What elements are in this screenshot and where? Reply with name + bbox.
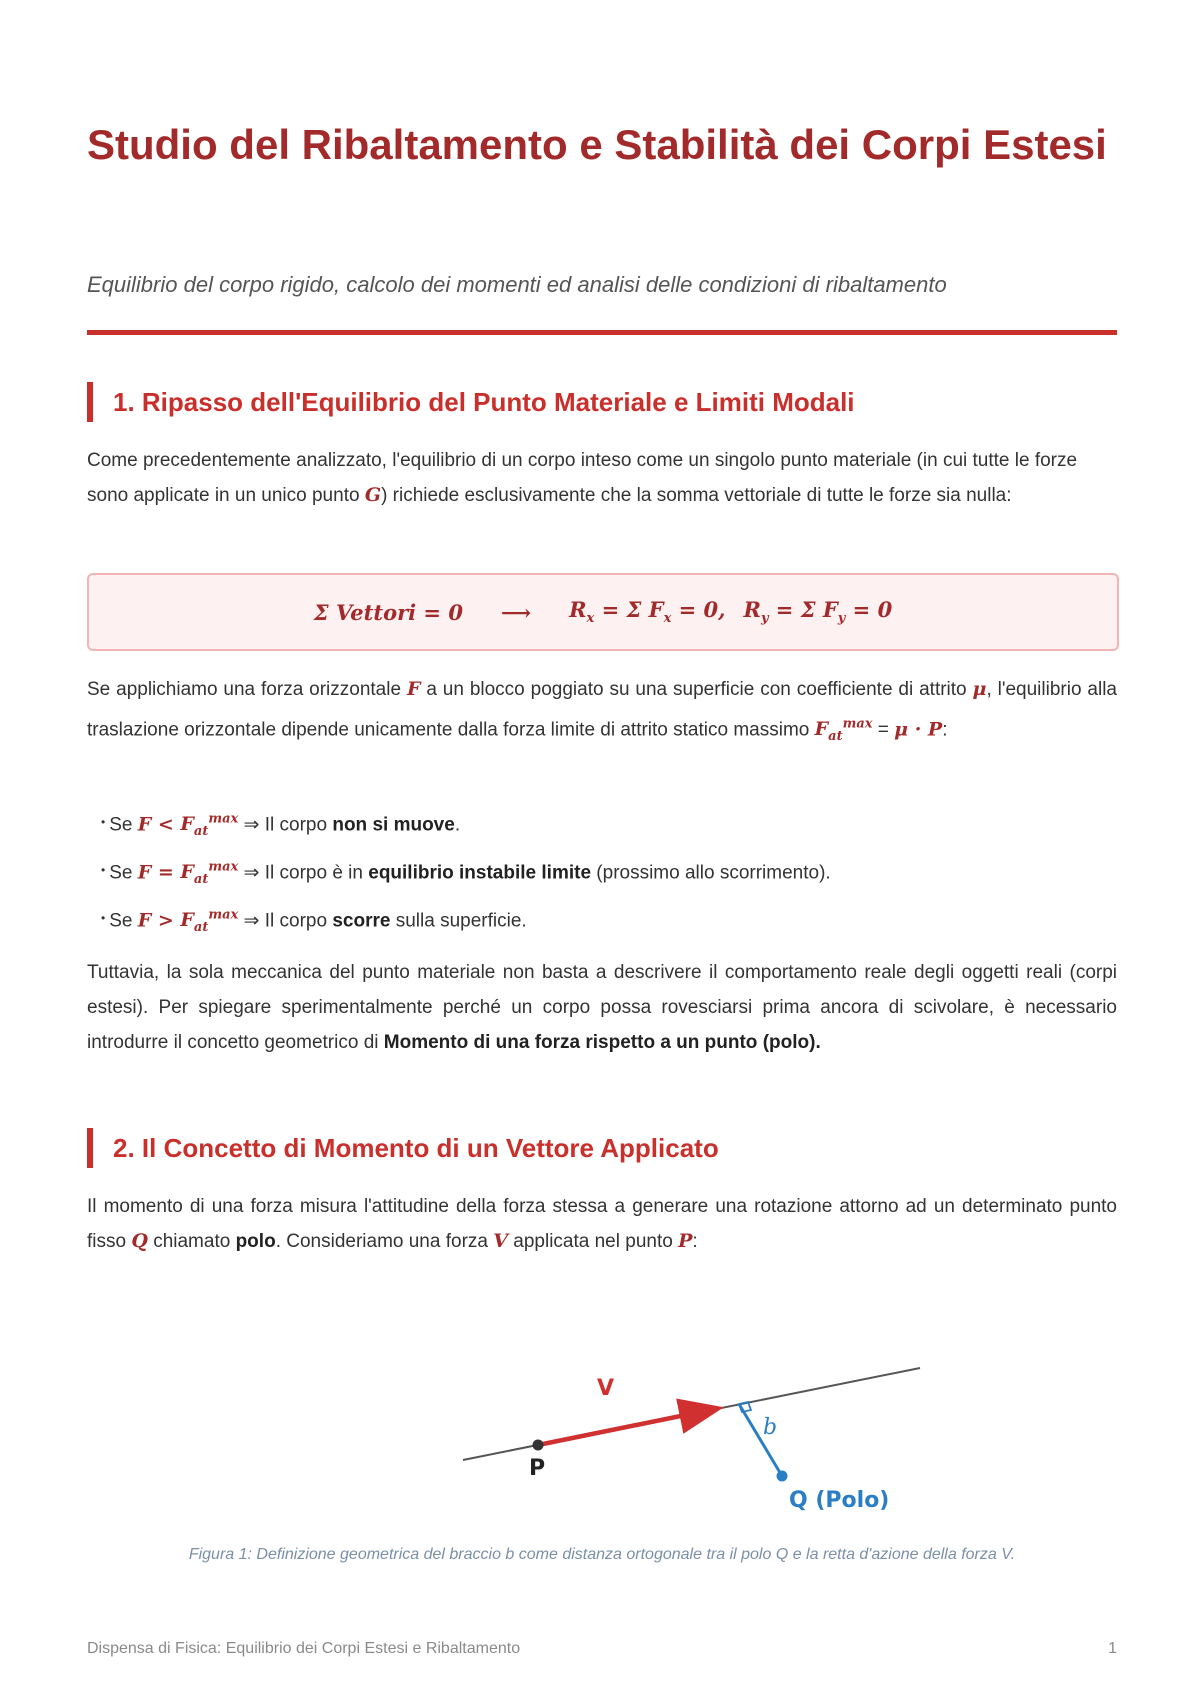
emphasis: Momento di una forza rispetto a un punto (polo) bbox=[383, 1032, 816, 1053]
label-p: P bbox=[529, 1456, 546, 1481]
section-1-paragraph-1 bbox=[87, 443, 1117, 513]
formula-ry: $R_y = \Sigma$ $F_y = 0$ bbox=[743, 597, 893, 627]
variable-p: P bbox=[678, 1230, 693, 1252]
text: . Consideriamo una forza bbox=[275, 1231, 494, 1252]
force-vector-v bbox=[538, 1409, 715, 1445]
page-title: Studio del Ribaltamento e Stabilità dei Corpi Estesi bbox=[87, 121, 1107, 168]
text: Se applichiamo una forza orizzontale bbox=[87, 679, 407, 700]
text: applicata nel punto bbox=[508, 1231, 679, 1252]
variable-q: Q bbox=[131, 1230, 148, 1252]
label-q-polo: Q (Polo) bbox=[789, 1488, 890, 1513]
variable-f: F bbox=[406, 678, 421, 700]
label-v: V bbox=[597, 1376, 615, 1401]
page-number: 1 bbox=[1108, 1640, 1117, 1657]
moment-arm-figure bbox=[367, 1315, 927, 1515]
text: Come precedentemente analizzato, l'equilibrio di un corpo inteso come un singolo punto materiale (in cui tutte le forze sono applicate in un unico punto bbox=[87, 450, 1078, 506]
list-item: • Se $F > F_{at}^{max}$ ⇒ Il corpo scorre sulla superficie. bbox=[101, 908, 527, 936]
point-p bbox=[533, 1440, 544, 1451]
text: chiamato bbox=[147, 1231, 236, 1252]
formula-arrow: ⟶ bbox=[500, 599, 532, 625]
formula-rx: $R_x = \Sigma$ $F_x = 0$, bbox=[569, 597, 726, 627]
section-1-paragraph-3 bbox=[87, 955, 1117, 1060]
text: ) richiede esclusivamente che la somma vettoriale di tutte le forze sia nulla: bbox=[381, 485, 1012, 506]
text: , l'equilibrio alla traslazione orizzontale dipende unicamente dalla forza limite di attrito statico massimo bbox=[87, 679, 1117, 741]
text: = bbox=[872, 719, 895, 741]
section-2-paragraph-1 bbox=[87, 1189, 1117, 1259]
variable-f-at-max: $F_{at}^{max}$ bbox=[814, 717, 873, 745]
formula-sum-vectors: Σ Vettori = 0 bbox=[313, 599, 463, 625]
section-1-heading: 1. Ripasso dell'Equilibrio del Punto Materiale e Limiti Modali bbox=[87, 382, 855, 422]
variable-mu: μ bbox=[972, 678, 987, 700]
text: . bbox=[815, 1032, 821, 1053]
variable-mu-p: μ · P bbox=[894, 718, 943, 741]
variable-g: G bbox=[364, 484, 382, 506]
footer-title: Dispensa di Fisica: Equilibrio dei Corpi Estesi e Ribaltamento bbox=[87, 1640, 521, 1657]
text: Tuttavia, la sola meccanica del punto materiale non basta a descrivere il comportamento reale degli oggetti reali (corpi estesi). Per spiegare sperimentalmente perché un corpo possa rovesciarsi prima ancora di scivolare, è necessario introdurre il concetto geometrico di bbox=[87, 962, 1117, 1053]
text: a un blocco poggiato su una superficie con coefficiente di attrito bbox=[420, 679, 973, 700]
list-item: • Se $F < F_{at}^{max}$ ⇒ Il corpo non si muove. bbox=[101, 812, 461, 840]
title-divider bbox=[87, 330, 1117, 335]
text: Il momento di una forza misura l'attitudine della forza stessa a generare una rotazione attorno ad un determinato punto fisso bbox=[87, 1196, 1117, 1252]
label-b: b bbox=[763, 1415, 778, 1440]
text: : bbox=[942, 719, 948, 741]
section-2-heading: 2. Il Concetto di Momento di un Vettore Applicato bbox=[87, 1128, 719, 1168]
section-1-paragraph-2 bbox=[87, 672, 1117, 754]
point-q bbox=[777, 1471, 788, 1482]
equilibrium-formula-box bbox=[87, 573, 1119, 651]
right-angle-marker bbox=[739, 1402, 751, 1412]
figure-caption: Figura 1: Definizione geometrica del braccio b come distanza ortogonale tra il polo Q e la retta d'azione della forza V. bbox=[188, 1546, 1016, 1563]
emphasis: polo bbox=[235, 1231, 276, 1252]
variable-v: V bbox=[493, 1230, 508, 1252]
text: : bbox=[692, 1231, 698, 1252]
page-subtitle: Equilibrio del corpo rigido, calcolo dei momenti ed analisi delle condizioni di ribaltamento bbox=[87, 272, 947, 297]
list-item: • Se $F = F_{at}^{max}$ ⇒ Il corpo è in equilibrio instabile limite (prossimo allo scorrimento). bbox=[101, 860, 831, 888]
